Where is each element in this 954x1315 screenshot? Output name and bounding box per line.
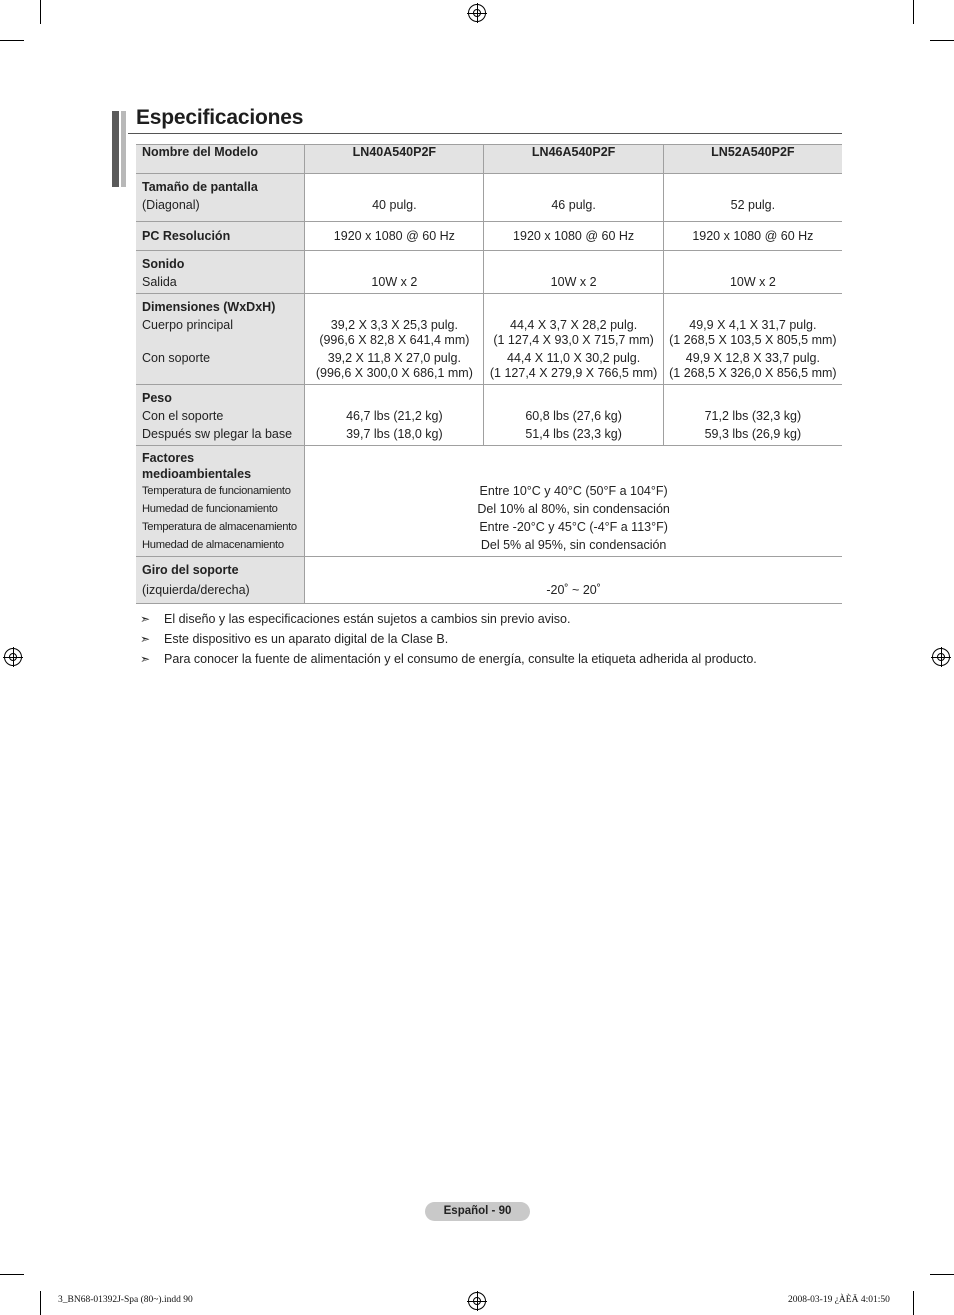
table-cell	[663, 385, 842, 446]
crop-mark	[930, 1274, 954, 1275]
cell-value: 10W x 2	[550, 275, 597, 289]
table-cell	[305, 294, 484, 385]
row-label-cell	[136, 385, 305, 446]
table-header-row	[136, 145, 842, 174]
page-number-badge: Español - 90	[425, 1202, 530, 1221]
table-cell	[663, 294, 842, 385]
cell-value: 1920 x 1080 @ 60 Hz	[333, 229, 455, 243]
table-cell	[663, 174, 842, 222]
list-item	[140, 609, 757, 629]
cell-value: (996,6 X 300,0 X 686,1 mm)	[315, 366, 473, 380]
row-sublabel: Humedad de funcionamiento	[142, 503, 278, 515]
row-label: PC Resolución	[142, 229, 231, 243]
cell-value: 1920 x 1080 @ 60 Hz	[513, 229, 635, 243]
row-label-cell	[136, 222, 305, 251]
notes-list	[140, 609, 757, 669]
row-label: Tamaño de pantalla	[142, 180, 258, 194]
table-row-weight	[136, 385, 842, 446]
header-label: Nombre del Modelo	[136, 145, 305, 174]
table-cell	[663, 251, 842, 294]
footer-file-info: 3_BN68-01392J-Spa (80~).indd 90	[58, 1295, 193, 1305]
table-cell	[484, 222, 663, 251]
cell-value: 52 pulg.	[730, 198, 776, 212]
cell-value: (1 268,5 X 326,0 X 856,5 mm)	[669, 366, 837, 380]
cell-value: 10W x 2	[729, 275, 776, 289]
list-item	[140, 649, 757, 669]
crop-mark	[0, 1274, 24, 1275]
cell-value: Entre -20°C y 45°C (-4°F a 113°F)	[479, 520, 668, 534]
cell-value: 1920 x 1080 @ 60 Hz	[692, 229, 814, 243]
table-row-sound	[136, 251, 842, 294]
note-text: Para conocer la fuente de alimentación y el consumo de energía, consulte la etiqueta adherida al producto.	[164, 652, 757, 666]
row-sublabel: Temperatura de almacenamiento	[142, 521, 297, 533]
list-item	[140, 629, 757, 649]
footer-timestamp: 2008-03-19 ¿ÀÈÄ 4:01:50	[788, 1295, 890, 1305]
table-cell	[484, 251, 663, 294]
cell-value: -20˚ ~ 20˚	[546, 583, 601, 597]
note-text: Este dispositivo es un aparato digital de la Clase B.	[164, 632, 449, 646]
row-sublabel: (Diagonal)	[142, 198, 200, 212]
arrow-bullet-icon: ➣	[140, 612, 151, 626]
row-sublabel: Después sw plegar la base	[142, 427, 293, 441]
model-header: LN52A540P2F	[663, 145, 842, 174]
table-row-pc-resolution	[136, 222, 842, 251]
table-cell	[484, 294, 663, 385]
row-label-cell	[136, 251, 305, 294]
arrow-bullet-icon: ➣	[140, 652, 151, 666]
row-sublabel: Temperatura de funcionamiento	[142, 485, 291, 497]
cell-value: 71,2 lbs (32,3 kg)	[704, 409, 802, 423]
note-text: El diseño y las especificaciones están sujetos a cambios sin previo aviso.	[164, 612, 571, 626]
section-marker	[112, 111, 128, 187]
row-label: medioambientales	[142, 467, 252, 481]
cell-value: 46,7 lbs (21,2 kg)	[346, 409, 443, 423]
cell-value: Del 5% al 95%, sin condensación	[480, 538, 667, 552]
table-row-dimensions	[136, 294, 842, 385]
row-label: Sonido	[142, 257, 185, 271]
row-label: Peso	[142, 391, 172, 405]
row-label-cell	[136, 294, 305, 385]
crop-mark	[40, 0, 41, 24]
cell-value: 39,2 X 11,8 X 27,0 pulg.	[327, 351, 461, 365]
table-cell	[305, 174, 484, 222]
crop-mark	[913, 0, 914, 24]
table-row-screen-size	[136, 174, 842, 222]
title-divider	[128, 133, 842, 134]
table-cell	[484, 174, 663, 222]
arrow-bullet-icon: ➣	[140, 632, 151, 646]
crop-mark	[0, 40, 24, 41]
registration-mark-icon	[932, 648, 950, 666]
row-label-cell	[136, 174, 305, 222]
cell-value: (1 127,4 X 279,9 X 766,5 mm)	[489, 366, 658, 380]
cell-value: 60,8 lbs (27,6 kg)	[525, 409, 622, 423]
registration-mark-icon	[468, 4, 486, 22]
cell-value: 10W x 2	[371, 275, 418, 289]
row-label: Dimensiones (WxDxH)	[142, 300, 276, 314]
cell-value: 39,2 X 3,3 X 25,3 pulg.	[330, 318, 458, 332]
crop-mark	[40, 1291, 41, 1315]
table-cell	[305, 557, 842, 604]
row-sublabel: Cuerpo principal	[142, 318, 234, 332]
row-label: Factores	[142, 451, 195, 465]
table-cell	[305, 385, 484, 446]
cell-value: 51,4 lbs (23,3 kg)	[525, 427, 622, 441]
cell-value: 59,3 lbs (26,9 kg)	[704, 427, 802, 441]
model-header: LN46A540P2F	[484, 145, 663, 174]
cell-value: 39,7 lbs (18,0 kg)	[346, 427, 443, 441]
page-title: Especificaciones	[136, 106, 304, 129]
model-header: LN40A540P2F	[305, 145, 484, 174]
row-label-cell	[136, 557, 305, 604]
table-row-swivel	[136, 557, 842, 604]
table-cell	[663, 222, 842, 251]
specifications-table	[136, 144, 842, 604]
cell-value: 46 pulg.	[551, 198, 596, 212]
crop-mark	[913, 1291, 914, 1315]
cell-value: (1 127,4 X 93,0 X 715,7 mm)	[493, 333, 654, 347]
row-sublabel: Salida	[142, 275, 177, 289]
section-marker-bar-dark	[112, 111, 119, 187]
cell-value: Entre 10°C y 40°C (50°F a 104°F)	[479, 484, 668, 498]
table-row-environment	[136, 446, 842, 557]
table-cell	[305, 222, 484, 251]
cell-value: (1 268,5 X 103,5 X 805,5 mm)	[669, 333, 837, 347]
row-sublabel: Humedad de almacenamiento	[142, 539, 284, 551]
row-sublabel: Con soporte	[142, 351, 211, 365]
registration-mark-icon	[4, 648, 22, 666]
section-marker-bar-light	[121, 111, 126, 187]
row-sublabel: Con el soporte	[142, 409, 224, 423]
row-label: Giro del soporte	[142, 563, 239, 577]
table-cell	[305, 251, 484, 294]
row-label-cell	[136, 446, 305, 557]
table-cell	[305, 446, 842, 557]
cell-value: 44,4 X 11,0 X 30,2 pulg.	[507, 351, 641, 365]
cell-value: 49,9 X 4,1 X 31,7 pulg.	[689, 318, 817, 332]
table-cell	[484, 385, 663, 446]
cell-value: 49,9 X 12,8 X 33,7 pulg.	[685, 351, 820, 365]
crop-mark	[930, 40, 954, 41]
row-sublabel: (izquierda/derecha)	[142, 583, 250, 597]
cell-value: (996,6 X 82,8 X 641,4 mm)	[319, 333, 470, 347]
cell-value: 40 pulg.	[372, 198, 417, 212]
cell-value: 44,4 X 3,7 X 28,2 pulg.	[510, 318, 638, 332]
cell-value: Del 10% al 80%, sin condensación	[477, 502, 670, 516]
registration-mark-icon	[468, 1292, 486, 1310]
